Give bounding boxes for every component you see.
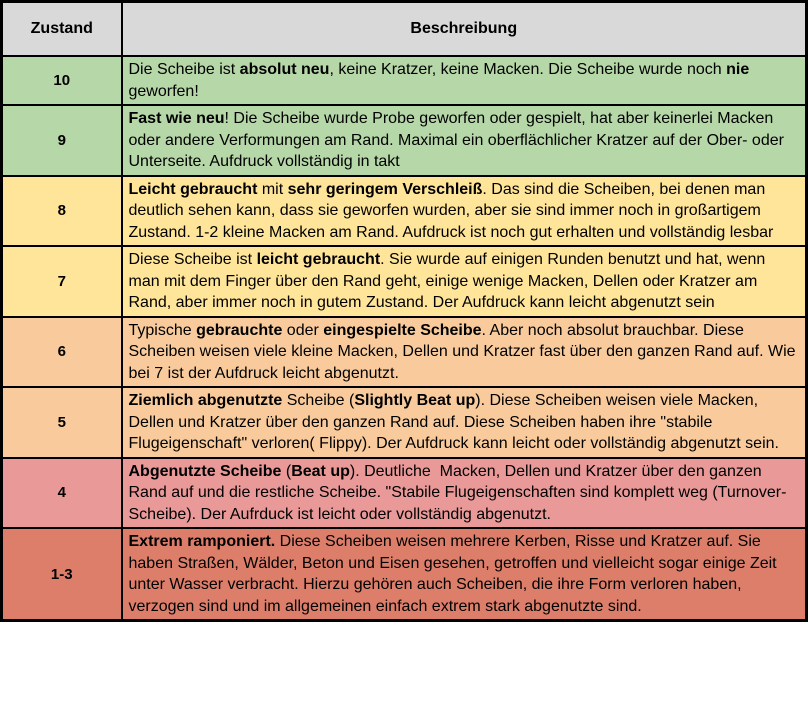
table-header-row (2, 2, 807, 57)
description-cell (122, 317, 807, 388)
table-row (2, 176, 807, 247)
description-text-segment: Typische (128, 321, 197, 339)
condition-cell: 10 (2, 56, 122, 105)
condition-cell: 5 (2, 387, 122, 458)
description-bold-segment: Leicht gebraucht (128, 180, 258, 198)
table-row (2, 105, 807, 176)
description-cell (122, 387, 807, 458)
description-text-segment: Diese Scheibe ist (128, 251, 257, 268)
description-text-segment: . Aber noch absolut brauchbar. Diese Scheiben weisen viele kleine Macken, Dellen und Kratzer fast über den ganzen Rand auf. Wie bei 7 ist der Aufdruck leicht abgenutzt. (128, 321, 801, 382)
table-body (2, 56, 807, 621)
description-text-segment: ! Die Scheibe wurde Probe geworfen oder gespielt, hat aber keinerlei Macken oder andere Verformungen am Rand. Maximal ein oberflächlicher Kratzer auf der Ober- oder Unterseite. Aufdruck vollständig in takt (128, 110, 789, 170)
description-bold-segment: Ziemlich abgenutzte (128, 392, 283, 409)
description-bold-segment: nie (726, 61, 750, 78)
description-text-segment: oder (282, 321, 324, 339)
table-row (2, 317, 807, 388)
description-cell (122, 56, 807, 105)
description-text-segment: Scheibe ( (282, 392, 355, 409)
description-cell (122, 528, 807, 621)
description-cell (122, 176, 807, 247)
table-row (2, 458, 807, 529)
description-text-segment: mit (257, 180, 288, 198)
condition-cell: 8 (2, 176, 122, 247)
description-cell (122, 458, 807, 529)
table-row (2, 528, 807, 621)
description-bold-segment: leicht gebraucht (256, 251, 381, 268)
description-cell (122, 246, 807, 317)
description-bold-segment: Slightly Beat up (354, 392, 476, 409)
description-text-segment: . Sie wurde auf einigen Runden benutzt und hat, wenn man mit dem Finger über den Rand geht, einige wenige Macken, Dellen oder Kratzer am Rand, aber immer noch in gutem Zustand. Der Aufdruck kann leicht abgenutzt sein (128, 251, 770, 311)
condition-cell: 6 (2, 317, 122, 388)
description-cell (122, 105, 807, 176)
condition-column-header: Zustand (2, 2, 122, 57)
description-text-segment: geworfen! (128, 61, 754, 100)
description-bold-segment: Abgenutzte Scheibe (128, 462, 282, 480)
description-bold-segment: absolut neu (239, 61, 330, 78)
description-bold-segment: sehr geringem Verschleiß (287, 180, 483, 198)
condition-cell: 1-3 (2, 528, 122, 621)
table-row (2, 387, 807, 458)
description-text-segment: Diese Scheiben weisen mehrere Kerben, Risse und Kratzer auf. Sie haben Straßen, Wälder, Beton und Eisen gesehen, getroffen und vielleicht sogar einige Zeit unter Wasser verbracht. Hierzu gehören auch Scheiben, die ihre Form verloren haben, verzogen sind und im allgemeinen einfach extrem stark abgenutzte sind. (128, 533, 782, 615)
description-bold-segment: Beat up (291, 462, 350, 480)
condition-cell: 7 (2, 246, 122, 317)
description-bold-segment: gebrauchte (196, 321, 283, 339)
table-row (2, 56, 807, 105)
description-text-segment: ). Deutliche Macken, Dellen und Kratzer über den ganzen Rand auf und die restliche Scheibe. "Stabile Flugeigenschaften sind komplett weg (Turnover-Scheibe). Der Aufrduck ist leicht oder vollständig abgenutzt. (128, 462, 787, 523)
description-text-segment: Die Scheibe ist (128, 61, 240, 78)
condition-cell: 4 (2, 458, 122, 529)
description-bold-segment: eingespielte Scheibe (323, 321, 482, 339)
description-text-segment: ( (281, 462, 292, 480)
table-row (2, 246, 807, 317)
description-text-segment: . Das sind die Scheiben, bei denen man deutlich sehen kann, dass sie geworfen wurden, aber sie sind immer noch in großartigem Zustand. 1-2 kleine Macken am Rand. Aufdruck ist noch gut erhalten und vollständig lesbar (128, 180, 774, 241)
description-text-segment: , keine Kratzer, keine Macken. Die Scheibe wurde noch (329, 61, 727, 78)
description-bold-segment: Extrem ramponiert. (128, 533, 276, 550)
description-text-segment: ). Diese Scheiben weisen viele Macken, Dellen und Kratzer über den ganzen Rand auf. Diese Scheiben haben ihre "stabile Flugeigenschaft" verloren( Flippy). Der Aufdruck kann leicht oder vollständig abgenutzt sein. (128, 392, 779, 452)
condition-cell: 9 (2, 105, 122, 176)
description-bold-segment: Fast wie neu (128, 110, 225, 127)
description-column-header: Beschreibung (122, 2, 807, 57)
